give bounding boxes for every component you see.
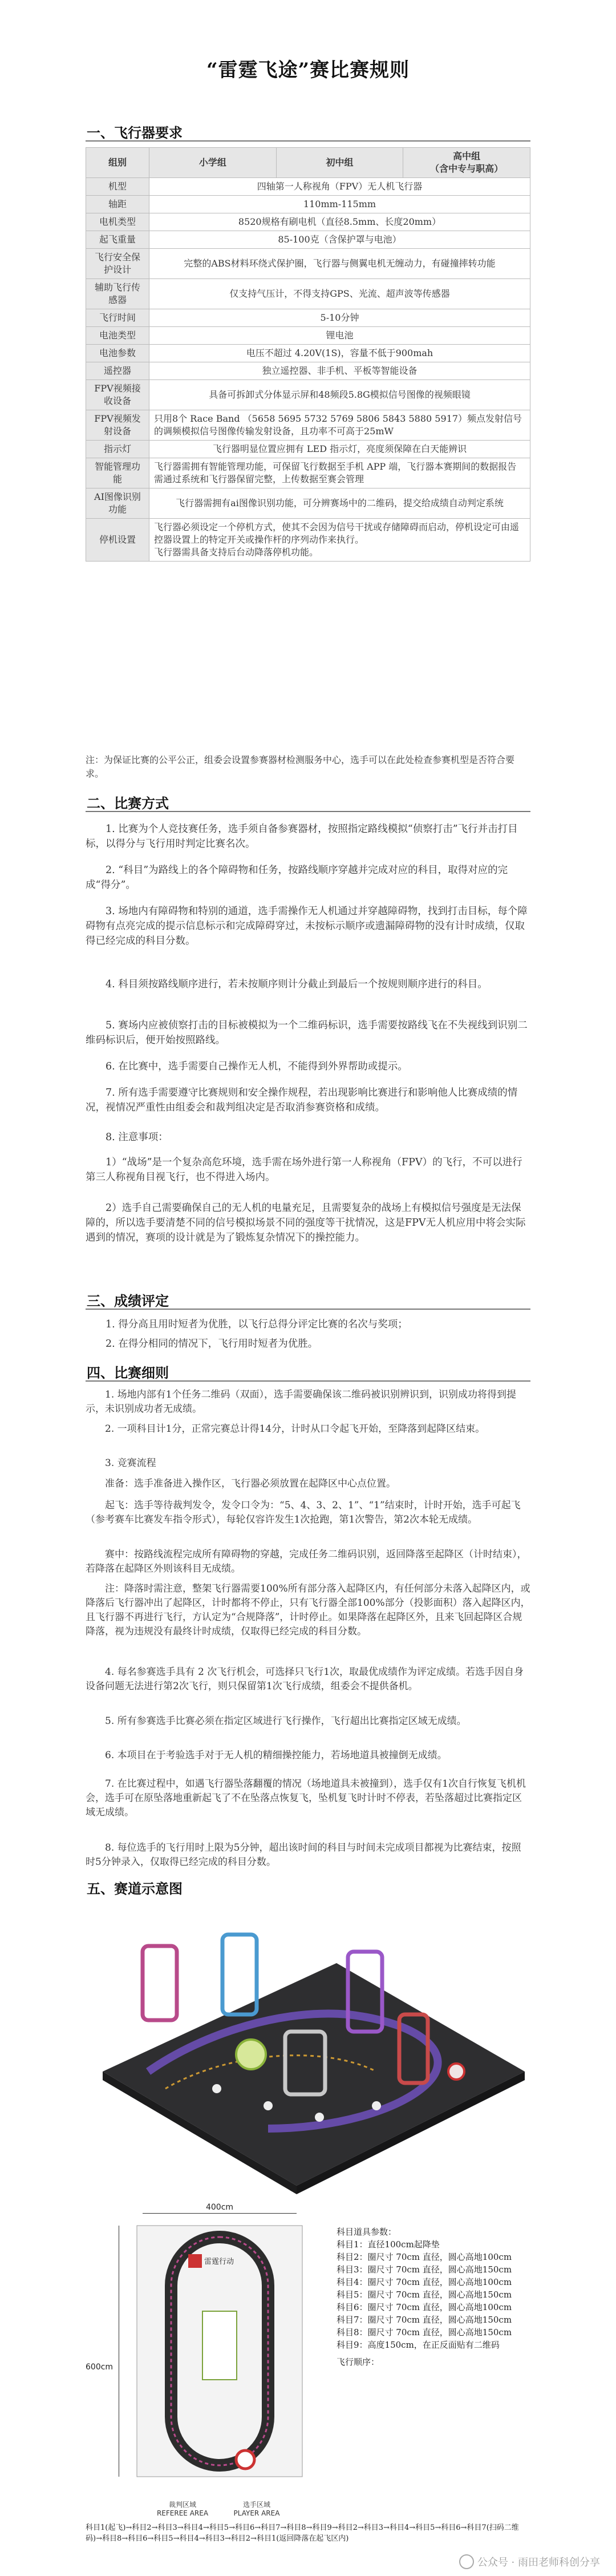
order-title: 飞行顺序： bbox=[337, 2357, 380, 2367]
track-diagram bbox=[86, 2203, 530, 2545]
section-divider bbox=[86, 140, 530, 142]
section-divider bbox=[86, 811, 530, 812]
page-title: “雷霆飞途”赛比赛规则 bbox=[206, 59, 410, 82]
row-value: 5-10分钟 bbox=[149, 309, 530, 327]
rule-paragraph: 1. 场地内部有1个任务二维码（双面），选手需要确保该二维码被识别辨识到，识别成功将得到提示，未识别成功者无成绩。 bbox=[86, 1389, 516, 1415]
table-row bbox=[86, 231, 530, 249]
row-label: AI图像识别功能 bbox=[86, 488, 149, 519]
legend-item: 科目1：直径100cm起降垫 bbox=[337, 2239, 440, 2250]
row-label: FPV视频发射设备 bbox=[86, 410, 149, 441]
legend bbox=[337, 2226, 512, 2368]
rule-note: 2）选手自己需要确保自己的无人机的电量充足，且需要复杂的战场上有模拟信号强度是无法保障的，所以选手要清楚不同的信号模拟场景不同的强度等干扰情况，这是FPV无人机应用中将会实际遇到的情况，赛项的设计就是为了锻炼复杂情况下的操控能力。 bbox=[86, 1202, 526, 1243]
legend-item: 科目8：圈尺寸 70cm 直径，圆心高地150cm bbox=[337, 2327, 512, 2337]
rule-paragraph: 2. “科目”为路线上的各个障碍物和任务，按路线顺序穿越并完成对应的科目，取得对应的完成“得分”。 bbox=[86, 865, 508, 891]
table-row bbox=[86, 327, 530, 345]
flight-order: 科目1(起飞)→科目2→科目3→科目4→科目5→科目6→科目7→科目8→科目9→科目2→科目3→科目4→科目5→科目6→科目7(扫码二维码)→科目8→科目6→科目5→科目4→科目3→科目2→科目1(返回降落在起飞区内) bbox=[86, 2523, 519, 2543]
row-value: 仅支持气压计，不得支持GPS、光流、超声波等传感器 bbox=[149, 279, 530, 309]
rule-paragraph: 起飞：选手等待裁判发令，发令口令为：“5、4、3、2、1”、“1”结束时，计时开始，选手可起飞（参考赛车比赛发车指令形式），每轮仅容许发生1次抢跑，第1次警告，第2次本轮无成绩。 bbox=[86, 1500, 521, 1525]
row-value: 独立遥控器、非手机、平板等智能设备 bbox=[149, 362, 530, 380]
row-label: 电机类型 bbox=[86, 213, 149, 231]
legend-item: 科目4：圈尺寸 70cm 直径，圆心高地100cm bbox=[337, 2277, 512, 2287]
row-value: 只用8个 Race Band （5658 5695 5732 5769 5806 5843 5880 5917）频点发射信号的调频模拟信号图像传输发射设备，且功率不可高于25mW bbox=[149, 410, 530, 441]
row-value: 8520规格有刷电机（直径8.5mm、长度20mm） bbox=[149, 213, 530, 231]
table-header-cell: 组别 bbox=[86, 148, 149, 178]
row-value: 具备可拆卸式分体显示屏和48频段5.8G模拟信号图像的视频眼镜 bbox=[149, 380, 530, 410]
section-divider bbox=[86, 1380, 530, 1382]
legend-item: 科目5：圈尺寸 70cm 直径，圆心高地150cm bbox=[337, 2290, 512, 2300]
row-label: 智能管理功能 bbox=[86, 458, 149, 488]
table-row bbox=[86, 488, 530, 519]
rule-paragraph: 5. 赛场内应被侦察打击的目标被模拟为一个二维码标识，选手需要按路线飞在不失视线到识别二维码标识后，便开始按照路线。 bbox=[86, 1020, 528, 1046]
rule-paragraph: 5. 所有参赛选手比赛必须在指定区域进行飞行操作，飞行超出比赛指定区域无成绩。 bbox=[105, 1715, 467, 1727]
rule-paragraph: 2. 一项科目计1分，正常完赛总计得14分，计时从口令起飞开始，至降落到起降区结束。 bbox=[105, 1423, 485, 1435]
table-row bbox=[86, 213, 530, 231]
watermark: 公众号 · 雨田老师科创分享 bbox=[459, 2554, 600, 2569]
table-header-cell: 高中组 （含中专与职高） bbox=[403, 148, 530, 178]
legend-item: 科目2：圈尺寸 70cm 直径，圆心高地100cm bbox=[337, 2252, 512, 2262]
row-label: FPV视频接收设备 bbox=[86, 380, 149, 410]
table-row bbox=[86, 309, 530, 327]
logo-label: 雷霆行动 bbox=[204, 2258, 234, 2266]
rule-paragraph: 1. 得分高且用时短者为优胜，以飞行总得分评定比赛的名次与奖项； bbox=[106, 1319, 408, 1330]
rule-paragraph: 4. 每名参赛选手具有 2 次飞行机会，可选择只飞行1次，取最优成绩作为评定成绩。若选手因自身设备问题无法进行第2次飞行，则只保留第1次飞行成绩，组委会不提供备机。 bbox=[86, 1666, 524, 1692]
row-value: 85-100克（含保护罩与电池） bbox=[149, 231, 530, 249]
row-label: 起飞重量 bbox=[86, 231, 149, 249]
row-value: 四轴第一人称视角（FPV）无人机飞行器 bbox=[149, 178, 530, 196]
rule-paragraph: 2. 在得分相同的情况下，飞行用时短者为优胜。 bbox=[106, 1338, 318, 1350]
arena-illustration bbox=[80, 1900, 536, 2197]
section-divider bbox=[86, 1309, 530, 1310]
row-label: 指示灯 bbox=[86, 441, 149, 458]
rule-paragraph: 1. 比赛为个人竞技赛任务，选手须自备参赛器材，按照指定路线模拟“侦察打击”飞行并击打目标，以得分与飞行用时判定比赛名次。 bbox=[86, 823, 518, 850]
spec-note: 注：为保证比赛的公平公正，组委会设置参赛器材检测服务中心，选手可以在此处检查参赛机型是否符合要求。 bbox=[86, 754, 515, 779]
table-row bbox=[86, 178, 530, 196]
legend-item: 科目7：圈尺寸 70cm 直径，圆心高地150cm bbox=[337, 2315, 512, 2325]
legend-item: 科目9：高度150cm，在正反面贴有二维码 bbox=[337, 2340, 500, 2350]
section-heading-5: 五、赛道示意图 bbox=[87, 1880, 183, 1897]
row-value: 锂电池 bbox=[149, 327, 530, 345]
table-header-row bbox=[86, 148, 530, 178]
rule-paragraph: 8. 注意事项： bbox=[106, 1132, 168, 1143]
row-value: 110mm-115mm bbox=[149, 196, 530, 213]
logo-icon bbox=[188, 2254, 202, 2268]
table-row bbox=[86, 410, 530, 441]
referee-area-label: 裁判区域 REFEREE AREA bbox=[156, 2501, 209, 2517]
rule-note: 1）“战场”是一个复杂高危环境，选手需在场外进行第一人称视角（FPV）的飞行，不可以进行第三人称视角目视飞行，也不得进入场内。 bbox=[86, 1157, 522, 1183]
rule-paragraph: 8. 每位选手的飞行用时上限为5分钟，超出该时间的科目与时间未完成项目都视为比赛结束，按照时5分钟录入，仅取得已经完成的科目分数。 bbox=[86, 1842, 521, 1868]
row-label: 机型 bbox=[86, 178, 149, 196]
row-value: 飞行器需拥有ai图像识别功能，可分辨赛场中的二维码，提交给成绩自动判定系统 bbox=[149, 488, 530, 519]
table-row bbox=[86, 380, 530, 410]
row-value: 完整的ABS材料环绕式保护圈，飞行器与侧翼电机无缠动力，有碰撞摔转功能 bbox=[149, 249, 530, 279]
section-heading-2: 二、比赛方式 bbox=[87, 795, 169, 811]
rule-paragraph: 准备：选手准备进入操作区，飞行器必须放置在起降区中心点位置。 bbox=[105, 1478, 396, 1489]
table-row bbox=[86, 345, 530, 362]
rule-paragraph: 6. 在比赛中，选手需要自己操作无人机，不能得到外界帮助或提示。 bbox=[106, 1061, 408, 1072]
row-label: 飞行时间 bbox=[86, 309, 149, 327]
table-row bbox=[86, 279, 530, 309]
row-value: 电压不超过 4.20V(1S)，容量不低于900mah bbox=[149, 345, 530, 362]
table-header-cell: 小学组 bbox=[149, 148, 277, 178]
table-row bbox=[86, 196, 530, 213]
rule-paragraph: 3. 竞赛流程 bbox=[105, 1457, 156, 1469]
section-heading-1: 一、飞行器要求 bbox=[87, 124, 183, 141]
row-label: 电池参数 bbox=[86, 345, 149, 362]
row-label: 辅助飞行传感器 bbox=[86, 279, 149, 309]
table-row bbox=[86, 458, 530, 488]
row-label: 电池类型 bbox=[86, 327, 149, 345]
rule-paragraph: 赛中：按路线流程完成所有障碍物的穿越，完成任务二维码识别，返回降落至起降区（计时结束），若降落在起降区外则该科目无成绩。 bbox=[86, 1549, 527, 1574]
table-row bbox=[86, 441, 530, 458]
row-label: 轴距 bbox=[86, 196, 149, 213]
rule-paragraph: 3. 场地内有障碍物和特别的通道，选手需操作无人机通过并穿越障碍物，找到打击目标，每个障碍物有点亮完成的提示信息标示和完成障碍穿过，未按标示顺序或遗漏障碍物的没有计时成绩，仅取得已经完成的科目分数。 bbox=[86, 906, 528, 947]
table-row bbox=[86, 249, 530, 279]
legend-title: 科目道具参数： bbox=[337, 2227, 397, 2237]
rule-paragraph: 7. 所有选手需要遵守比赛规则和安全操作规程，若出现影响比赛进行和影响他人比赛成绩的情况，视情况严重性由组委会和裁判组决定是否取消参赛资格和成绩。 bbox=[86, 1087, 518, 1113]
row-label: 遥控器 bbox=[86, 362, 149, 380]
table-row bbox=[86, 519, 530, 562]
legend-item: 科目6：圈尺寸 70cm 直径，圆心高地100cm bbox=[337, 2302, 512, 2312]
width-label: 400cm bbox=[205, 2203, 234, 2212]
landing-pad-icon bbox=[236, 2450, 254, 2469]
row-value: 飞行器明显位置应拥有 LED 指示灯，亮度须保障在白天能辨识 bbox=[149, 441, 530, 458]
spec-table bbox=[86, 147, 530, 562]
row-label: 停机设置 bbox=[86, 519, 149, 562]
table-header-cell: 初中组 bbox=[276, 148, 403, 178]
row-value: 飞行器必须设定一个停机方式，使其不会因为信号干扰或存储障碍而启动，停机设定可由遥控器设置上的特定开关或操作杆的序列动作来执行。 飞行器需具备支持后台动降落停机功能。 bbox=[149, 519, 530, 562]
rule-paragraph: 4. 科目须按路线顺序进行，若未按顺序则计分截止到最后一个按规则顺序进行的科目。 bbox=[106, 979, 488, 990]
row-value: 飞行器需拥有智能管理功能，可保留飞行数据至手机 APP 端，飞行器本赛期间的数据报告需通过系统和飞行器保留完整，上传数据至赛会管理 bbox=[149, 458, 530, 488]
height-label: 600cm bbox=[86, 2363, 114, 2372]
table-row bbox=[86, 362, 530, 380]
rule-paragraph: 6. 本项目在于考验选手对于无人机的精细操控能力，若场地道具被撞倒无成绩。 bbox=[105, 1750, 447, 1761]
legend-item: 科目3：圈尺寸 70cm 直径，圆心高地150cm bbox=[337, 2264, 512, 2275]
wechat-icon bbox=[459, 2554, 474, 2569]
row-label: 飞行安全保护设计 bbox=[86, 249, 149, 279]
rule-paragraph: 注：降落时需注意，整架飞行器需要100%所有部分落入起降区内，有任何部分未落入起降区内，或降落后飞行器冲出了起降区，计时都将不停止，只有飞行器全部100%部分（投影面积）落入起降区内，且飞行器不再进行飞行，方认定为“合规降落”，计时停止。如果降落在起降区外，且来飞回起降区合规降落，视为违规没有最终计时成绩，仅取得已经完成的科目分数。 bbox=[86, 1583, 530, 1637]
section-heading-4: 四、比赛细则 bbox=[87, 1364, 169, 1381]
rule-paragraph: 7. 在比赛过程中，如遇飞行器坠落翻覆的情况（场地道具未被撞到），选手仅有1次自行恢复飞机机会，选手可在原坠落地重新起飞了不在坠落点恢复飞，坠机复飞时计时不停表，若坠落超过比赛指定区域无成绩。 bbox=[86, 1778, 526, 1818]
section-heading-3: 三、成绩评定 bbox=[87, 1293, 169, 1309]
player-area-label: 选手区域 PLAYER AREA bbox=[233, 2501, 280, 2517]
